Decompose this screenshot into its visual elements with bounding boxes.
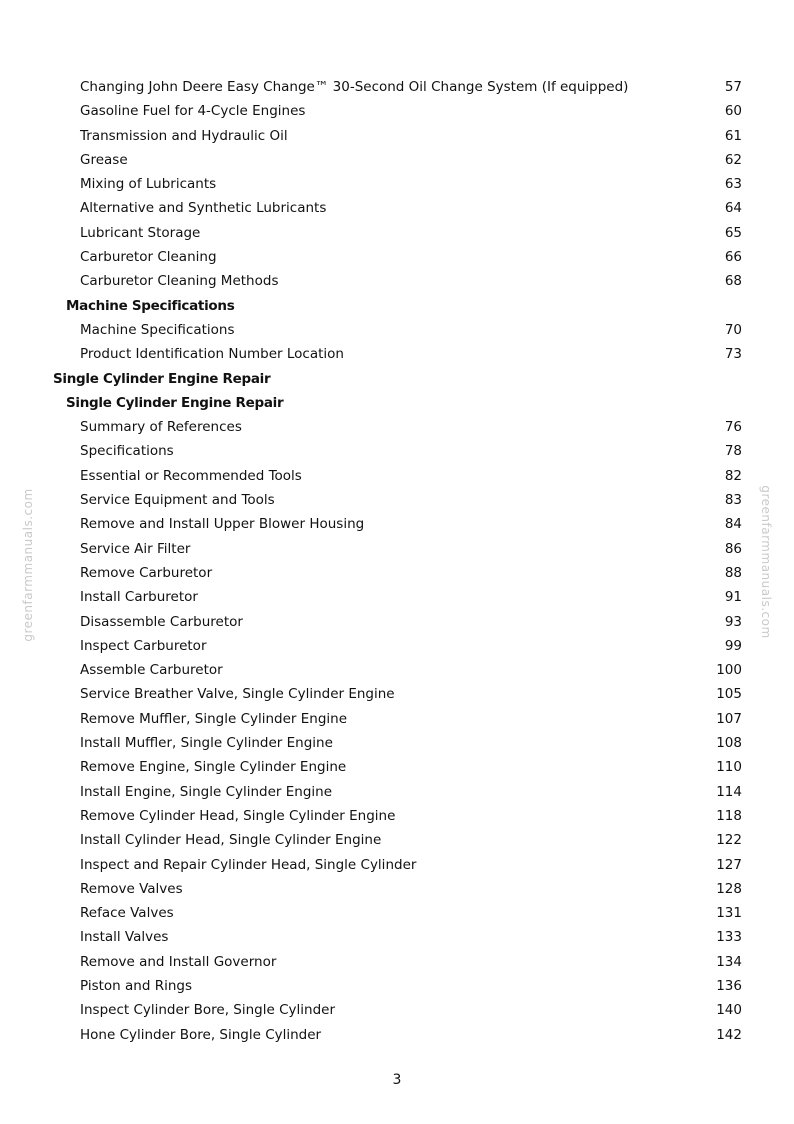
toc-entry-page: 60 bbox=[724, 103, 742, 120]
toc-entry-title: Alternative and Synthetic Lubricants bbox=[80, 200, 327, 217]
toc-entry[interactable] bbox=[0, 561, 794, 585]
toc-entry-title: Service Equipment and Tools bbox=[80, 492, 275, 509]
toc-entry-title: Install Carburetor bbox=[80, 589, 198, 606]
toc-entry[interactable] bbox=[0, 172, 794, 196]
toc-entry[interactable] bbox=[0, 634, 794, 658]
toc-entry-page: 84 bbox=[724, 516, 742, 533]
toc-entry-page: 128 bbox=[716, 880, 742, 897]
toc-entry-title: Grease bbox=[80, 151, 128, 168]
toc-entry-title: Gasoline Fuel for 4-Cycle Engines bbox=[80, 103, 306, 120]
toc-entry[interactable] bbox=[0, 877, 794, 901]
toc-entry[interactable] bbox=[0, 221, 794, 245]
toc-entry[interactable] bbox=[0, 755, 794, 779]
toc-entry-page: 136 bbox=[716, 977, 742, 994]
toc-entry-page: 105 bbox=[716, 686, 742, 703]
toc-entry-title: Specifications bbox=[80, 443, 174, 460]
toc-entry-title: Service Air Filter bbox=[80, 540, 191, 557]
toc-entry[interactable] bbox=[0, 439, 794, 463]
toc-entry-title: Lubricant Storage bbox=[80, 224, 201, 241]
toc-entry[interactable] bbox=[0, 828, 794, 852]
watermark-right: greenfarmmanuals.com bbox=[759, 485, 773, 639]
toc-entry-page: 134 bbox=[716, 953, 742, 970]
toc-entry[interactable] bbox=[0, 731, 794, 755]
toc-entry-page: 107 bbox=[716, 710, 742, 727]
toc-entry-title: Essential or Recommended Tools bbox=[80, 467, 302, 484]
toc-entry-page: 78 bbox=[724, 443, 742, 460]
toc-entry-title: Hone Cylinder Bore, Single Cylinder bbox=[80, 1026, 322, 1043]
toc-entry-title: Reface Valves bbox=[80, 905, 174, 922]
toc-entry[interactable] bbox=[0, 99, 794, 123]
toc-section-heading[interactable] bbox=[0, 391, 794, 415]
toc-entry-page: 65 bbox=[724, 224, 742, 241]
toc-entry-title: Carburetor Cleaning Methods bbox=[80, 273, 279, 290]
toc-entry[interactable] bbox=[0, 75, 794, 99]
toc-entry-page: 61 bbox=[724, 127, 742, 144]
toc-section-heading[interactable] bbox=[0, 367, 794, 391]
toc-entry-title: Disassemble Carburetor bbox=[80, 613, 243, 630]
toc-entry-page: 57 bbox=[724, 79, 742, 95]
toc-entry-page: 76 bbox=[724, 419, 742, 436]
toc-entry-page: 62 bbox=[724, 151, 742, 168]
toc-entry-page: 66 bbox=[724, 249, 742, 266]
toc-entry-page: 63 bbox=[724, 176, 742, 193]
page-number: 3 bbox=[392, 1072, 402, 1088]
toc-entry-title: Single Cylinder Engine Repair bbox=[53, 370, 271, 387]
toc-entry-title: Inspect Carburetor bbox=[80, 637, 207, 654]
toc-entry-title: Remove Carburetor bbox=[80, 564, 213, 581]
toc-entry-page: 64 bbox=[724, 200, 742, 217]
toc-entry-page: 93 bbox=[724, 613, 742, 630]
toc-entry-page: 68 bbox=[724, 273, 742, 290]
toc-entry-page: 108 bbox=[716, 735, 742, 752]
toc-entry-title: Changing John Deere Easy Change™ 30-Second Oil Change System (If equipped) bbox=[80, 79, 629, 95]
toc-entry-title: Machine Specifications bbox=[66, 297, 235, 314]
toc-entry-title: Assemble Carburetor bbox=[80, 662, 223, 679]
toc-entry-page: 83 bbox=[724, 492, 742, 509]
toc-entry-title: Remove and Install Upper Blower Housing bbox=[80, 516, 365, 533]
toc-entry[interactable] bbox=[0, 124, 794, 148]
toc-entry[interactable] bbox=[0, 998, 794, 1022]
toc-entry-title: Remove Valves bbox=[80, 880, 183, 897]
toc-entry[interactable] bbox=[0, 853, 794, 877]
toc-entry-title: Service Breather Valve, Single Cylinder Engine bbox=[80, 686, 395, 703]
toc-entry-title: Remove Cylinder Head, Single Cylinder Engine bbox=[80, 807, 396, 824]
toc-entry[interactable] bbox=[0, 658, 794, 682]
toc-entry-title: Mixing of Lubricants bbox=[80, 176, 217, 193]
toc-entry[interactable] bbox=[0, 950, 794, 974]
toc-entry[interactable] bbox=[0, 512, 794, 536]
toc-entry-page: 133 bbox=[716, 929, 742, 946]
toc-entry[interactable] bbox=[0, 269, 794, 293]
toc-entry-page: 140 bbox=[716, 1002, 742, 1019]
toc-entry[interactable] bbox=[0, 318, 794, 342]
table-of-contents bbox=[0, 75, 794, 1047]
toc-entry[interactable] bbox=[0, 148, 794, 172]
toc-entry-page: 70 bbox=[724, 321, 742, 338]
toc-entry-page: 142 bbox=[716, 1026, 742, 1043]
toc-entry-page: 88 bbox=[724, 564, 742, 581]
toc-entry[interactable] bbox=[0, 780, 794, 804]
toc-entry-page: 73 bbox=[724, 346, 742, 363]
toc-entry[interactable] bbox=[0, 610, 794, 634]
toc-entry[interactable] bbox=[0, 682, 794, 706]
toc-entry-title: Remove and Install Governor bbox=[80, 953, 277, 970]
toc-entry[interactable] bbox=[0, 245, 794, 269]
toc-entry-title: Transmission and Hydraulic Oil bbox=[80, 127, 288, 144]
toc-entry-page: 110 bbox=[716, 759, 742, 776]
toc-entry-page: 91 bbox=[724, 589, 742, 606]
toc-entry-page: 131 bbox=[716, 905, 742, 922]
toc-entry-title: Carburetor Cleaning bbox=[80, 249, 217, 266]
watermark-left: greenfarmmanuals.com bbox=[21, 488, 35, 642]
toc-entry-page: 122 bbox=[716, 832, 742, 849]
toc-entry-page: 118 bbox=[716, 807, 742, 824]
toc-entry[interactable] bbox=[0, 488, 794, 512]
toc-entry[interactable] bbox=[0, 1023, 794, 1047]
toc-entry-title: Inspect Cylinder Bore, Single Cylinder bbox=[80, 1002, 335, 1019]
toc-entry[interactable] bbox=[0, 415, 794, 439]
toc-entry-page: 86 bbox=[724, 540, 742, 557]
toc-entry-title: Remove Engine, Single Cylinder Engine bbox=[80, 759, 347, 776]
toc-entry-title: Install Muffler, Single Cylinder Engine bbox=[80, 735, 333, 752]
toc-entry[interactable] bbox=[0, 707, 794, 731]
toc-entry[interactable] bbox=[0, 537, 794, 561]
toc-entry-title: Remove Muffler, Single Cylinder Engine bbox=[80, 710, 348, 727]
toc-entry-title: Single Cylinder Engine Repair bbox=[66, 394, 284, 411]
toc-entry-title: Piston and Rings bbox=[80, 977, 193, 994]
toc-entry-title: Summary of References bbox=[80, 419, 242, 436]
toc-entry[interactable] bbox=[0, 342, 794, 366]
toc-section-heading[interactable] bbox=[0, 294, 794, 318]
toc-entry-title: Install Cylinder Head, Single Cylinder Engine bbox=[80, 832, 382, 849]
toc-entry-page: 127 bbox=[716, 856, 742, 873]
toc-entry-page: 114 bbox=[716, 783, 742, 800]
toc-entry-title: Install Valves bbox=[80, 929, 169, 946]
toc-entry-title: Install Engine, Single Cylinder Engine bbox=[80, 783, 333, 800]
toc-entry[interactable] bbox=[0, 804, 794, 828]
toc-entry[interactable] bbox=[0, 974, 794, 998]
toc-entry-page: 100 bbox=[716, 662, 742, 679]
toc-entry-title: Inspect and Repair Cylinder Head, Single Cylinder bbox=[80, 856, 417, 873]
toc-entry-title: Product Identification Number Location bbox=[80, 346, 344, 363]
toc-entry-page: 99 bbox=[724, 637, 742, 654]
toc-entry-title: Machine Specifications bbox=[80, 321, 235, 338]
toc-entry[interactable] bbox=[0, 585, 794, 609]
toc-entry[interactable] bbox=[0, 464, 794, 488]
toc-entry[interactable] bbox=[0, 901, 794, 925]
toc-entry-page: 82 bbox=[724, 467, 742, 484]
toc-entry[interactable] bbox=[0, 925, 794, 949]
toc-entry[interactable] bbox=[0, 196, 794, 220]
